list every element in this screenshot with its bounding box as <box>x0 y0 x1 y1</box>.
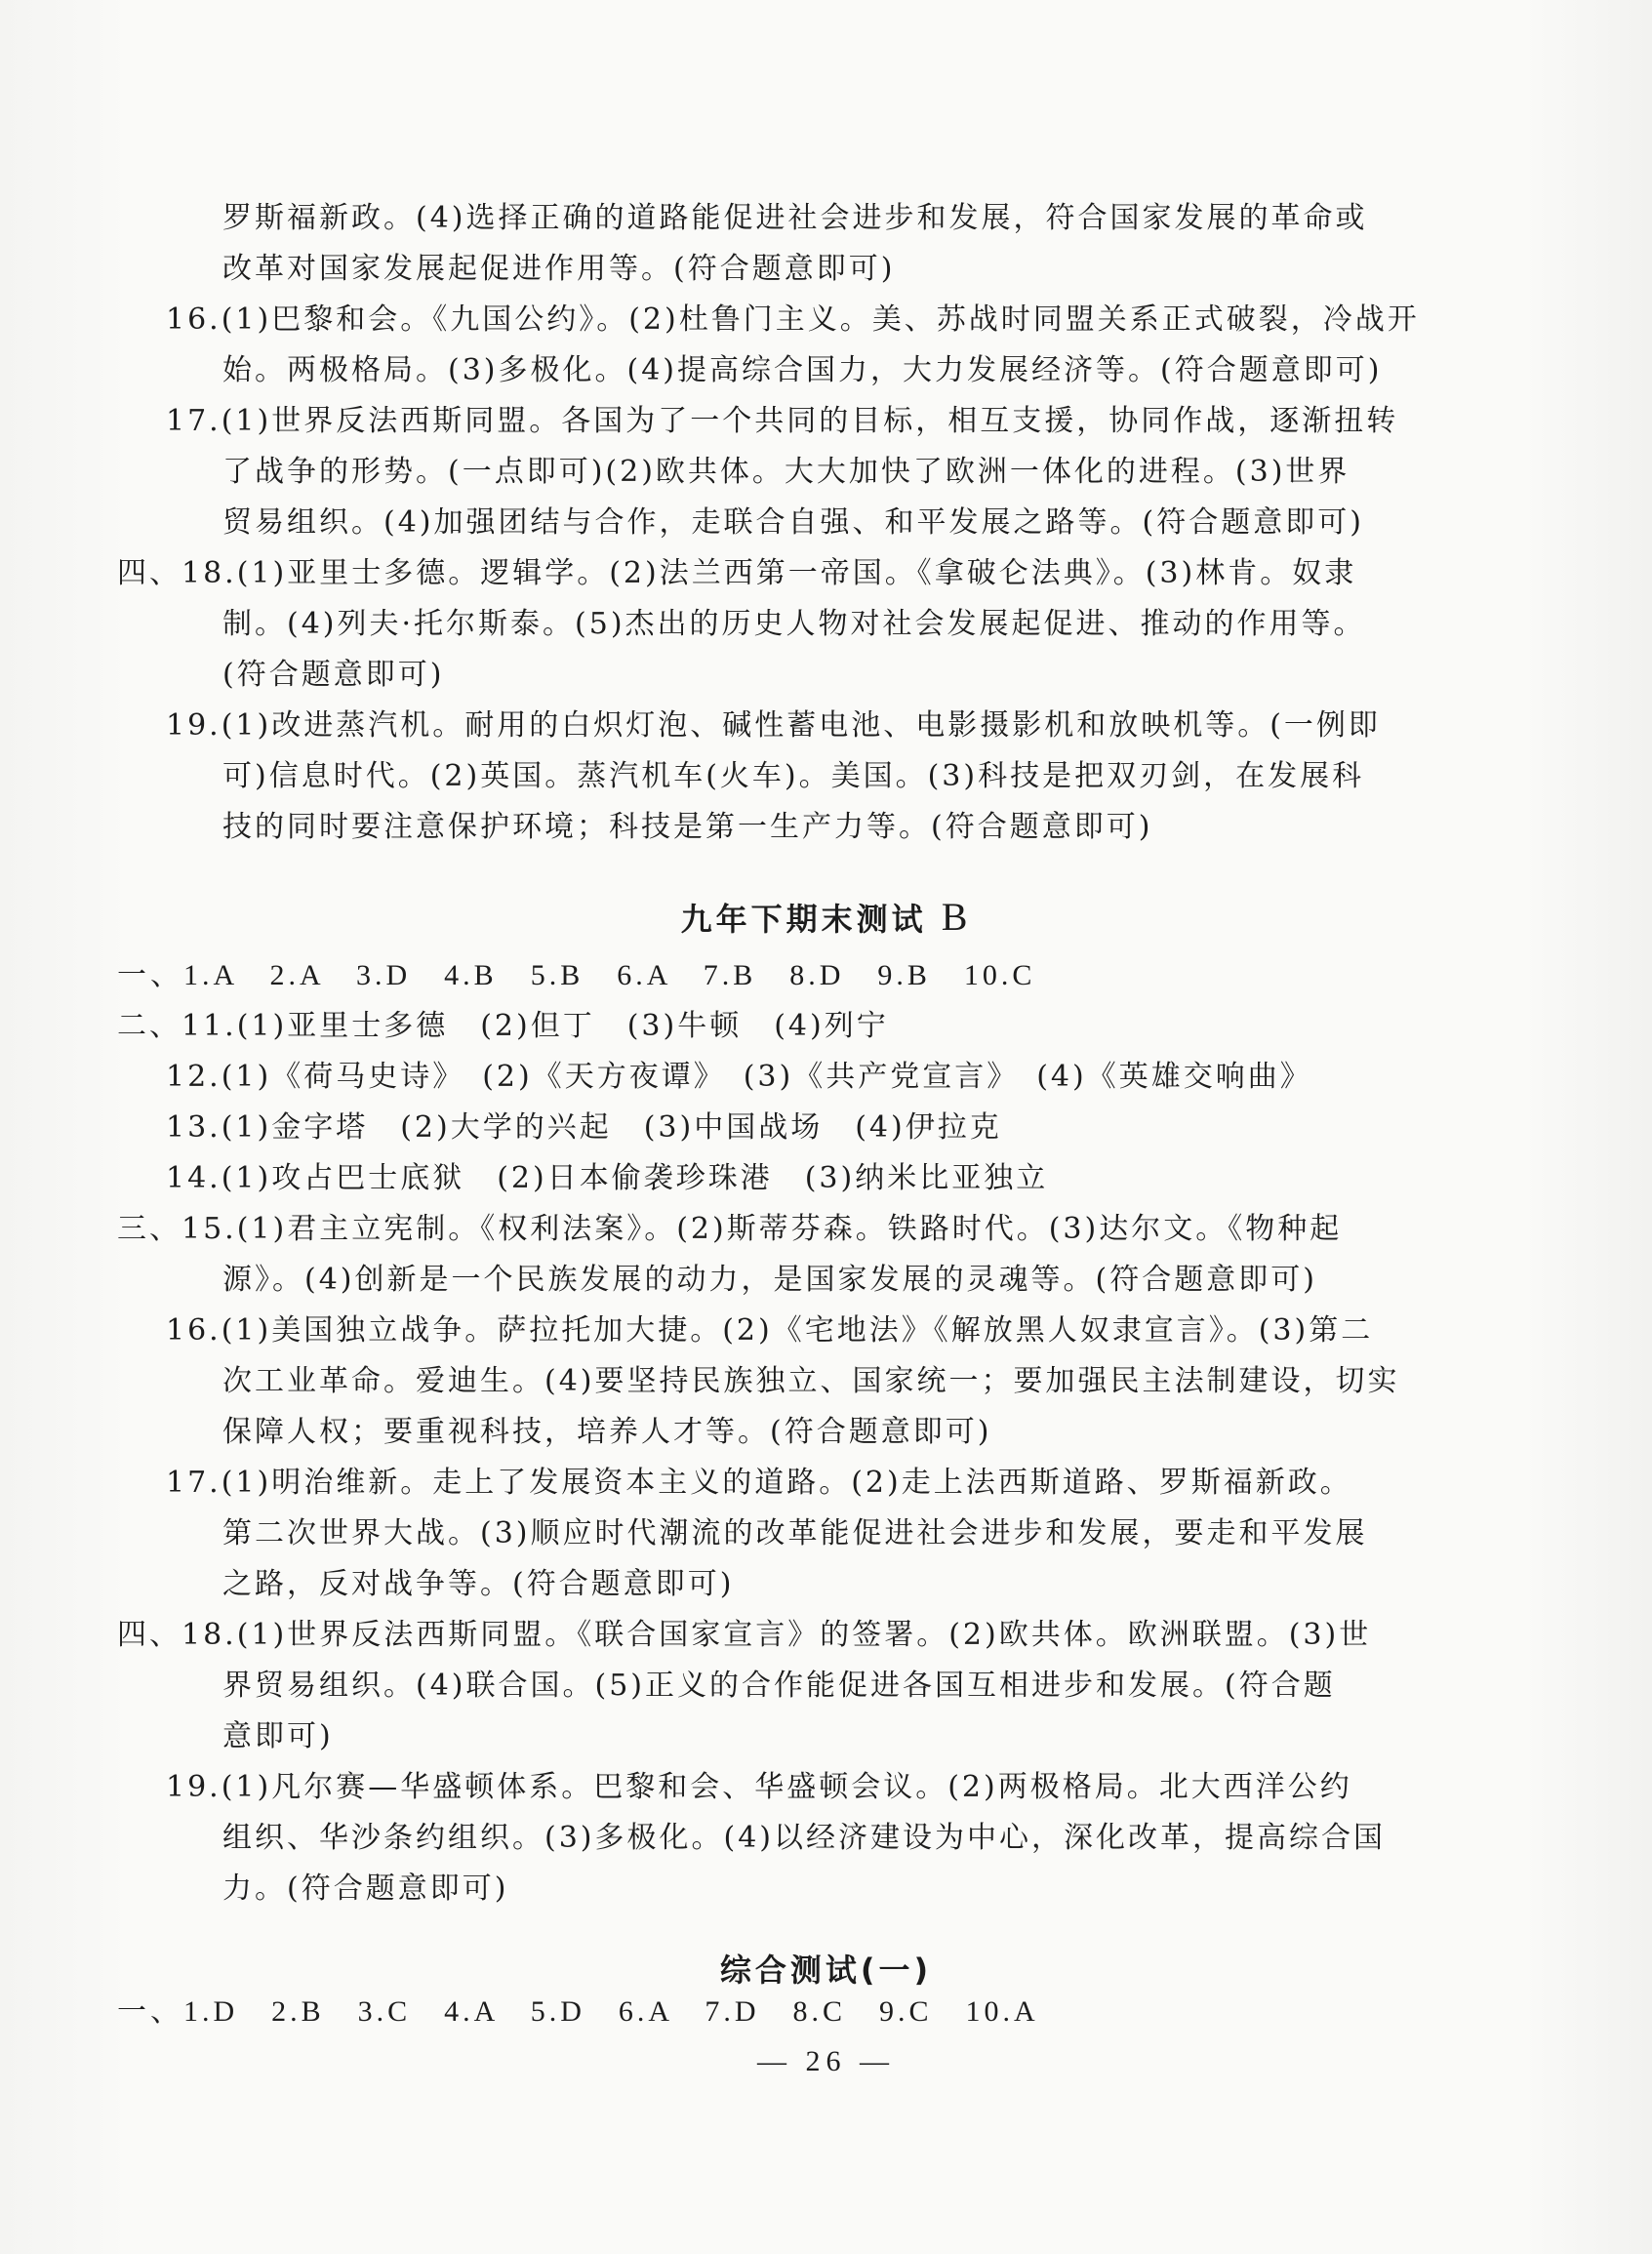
answer-line: 源》。(4)创新是一个民族发展的动力，是国家发展的灵魂等。(符合题意即可) <box>222 1263 1317 1297</box>
answer-line: 力。(符合题意即可) <box>222 1872 509 1906</box>
answer-line: 二、11.(1)亚里士多德 (2)但丁 (3)牛顿 (4)列宁 <box>117 1009 889 1043</box>
section-title-text: 综合测试(一) <box>719 1952 933 1989</box>
answer-line: 17.(1)世界反法西斯同盟。各国为了一个共同的目标，相互支援，协同作战，逐渐扭转 <box>166 404 1399 438</box>
answer-line: 保障人权；要重视科技，培养人才等。(符合题意即可) <box>222 1415 992 1449</box>
section-continued-answers <box>0 193 1652 853</box>
answer-line: 四、18.(1)亚里士多德。逻辑学。(2)法兰西第一帝国。《拿破仑法典》。(3)林肯。奴隶 <box>117 556 1357 590</box>
answer-line: 17.(1)明治维新。走上了发展资本主义的道路。(2)走上法西斯道路、罗斯福新政。 <box>166 1466 1352 1500</box>
answer-line: 意即可) <box>222 1719 334 1753</box>
answer-line: 罗斯福新政。(4)选择正确的道路能促进社会进步和发展，符合国家发展的革命或 <box>222 201 1368 235</box>
section-title-final-b <box>0 894 1652 940</box>
answer-line: 组织、华沙条约组织。(3)多极化。(4)以经济建设为中心，深化改革，提高综合国 <box>222 1821 1386 1855</box>
answer-line: 四、18.(1)世界反法西斯同盟。《联合国家宣言》的签署。(2)欧共体。欧洲联盟。(3)世 <box>117 1618 1372 1652</box>
answer-line: 了战争的形势。(一点即可)(2)欧共体。大大加快了欧洲一体化的进程。(3)世界 <box>222 455 1350 489</box>
answer-line: 始。两极格局。(3)多极化。(4)提高综合国力，大力发展经济等。(符合题意即可) <box>222 353 1383 387</box>
answer-line: 制。(4)列夫·托尔斯泰。(5)杰出的历史人物对社会发展起促进、推动的作用等。 <box>222 607 1366 641</box>
answer-line: 12.(1)《荷马史诗》 (2)《天方夜谭》 (3)《共产党宣言》 (4)《英雄交响曲》 <box>166 1060 1312 1094</box>
section-final-b-answers <box>0 950 1652 1914</box>
answer-line: 界贸易组织。(4)联合国。(5)正义的合作能促进各国互相进步和发展。(符合题 <box>222 1669 1336 1703</box>
answer-line: (符合题意即可) <box>222 658 445 692</box>
answer-line: 19.(1)改进蒸汽机。耐用的白炽灯泡、碱性蓄电池、电影摄影机和放映机等。(一例即 <box>166 708 1381 743</box>
answer-line: 14.(1)攻占巴士底狱 (2)日本偷袭珍珠港 (3)纳米比亚独立 <box>166 1161 1049 1195</box>
answer-line: 19.(1)凡尔赛—华盛顿体系。巴黎和会、华盛顿会议。(2)两极格局。北大西洋公约 <box>166 1770 1352 1804</box>
section-comprehensive-answers <box>0 1987 1652 2037</box>
section-title-comprehensive-1 <box>0 1946 1652 1991</box>
answer-line: 13.(1)金字塔 (2)大学的兴起 (3)中国战场 (4)伊拉克 <box>166 1110 1002 1145</box>
answer-line: 之路，反对战争等。(符合题意即可) <box>222 1567 735 1601</box>
answer-line: 16.(1)巴黎和会。《九国公约》。(2)杜鲁门主义。美、苏战时同盟关系正式破裂，冷战开 <box>166 302 1420 337</box>
section-title-suffix: B <box>941 895 972 939</box>
answer-line: 改革对国家发展起促进作用等。(符合题意即可) <box>222 252 896 286</box>
answer-line: 一、1.A 2.A 3.D 4.B 5.B 6.A 7.B 8.D 9.B 10.C <box>117 959 1036 991</box>
answer-line: 三、15.(1)君主立宪制。《权利法案》。(2)斯蒂芬森。铁路时代。(3)达尔文。《物种起 <box>117 1212 1343 1246</box>
answer-line: 可)信息时代。(2)英国。蒸汽机车(火车)。美国。(3)科技是把双刃剑，在发展科 <box>222 759 1365 793</box>
answer-line: 贸易组织。(4)加强团结与合作，走联合自强、和平发展之路等。(符合题意即可) <box>222 505 1364 540</box>
answer-line: 一、1.D 2.B 3.C 4.A 5.D 6.A 7.D 8.C 9.C 10.A <box>117 1995 1039 2028</box>
answer-line: 技的同时要注意保护环境；科技是第一生产力等。(符合题意即可) <box>222 810 1153 844</box>
section-title-text: 九年下期末测试 <box>680 901 927 938</box>
answer-line: 第二次世界大战。(3)顺应时代潮流的改革能促进社会进步和发展，要走和平发展 <box>222 1516 1368 1550</box>
page-number: — 26 — <box>757 2045 895 2077</box>
answer-line: 次工业革命。爱迪生。(4)要坚持民族独立、国家统一；要加强民主法制建设，切实 <box>222 1364 1400 1398</box>
answer-line: 16.(1)美国独立战争。萨拉托加大捷。(2)《宅地法》《解放黑人奴隶宣言》。(3)第二 <box>166 1313 1374 1348</box>
